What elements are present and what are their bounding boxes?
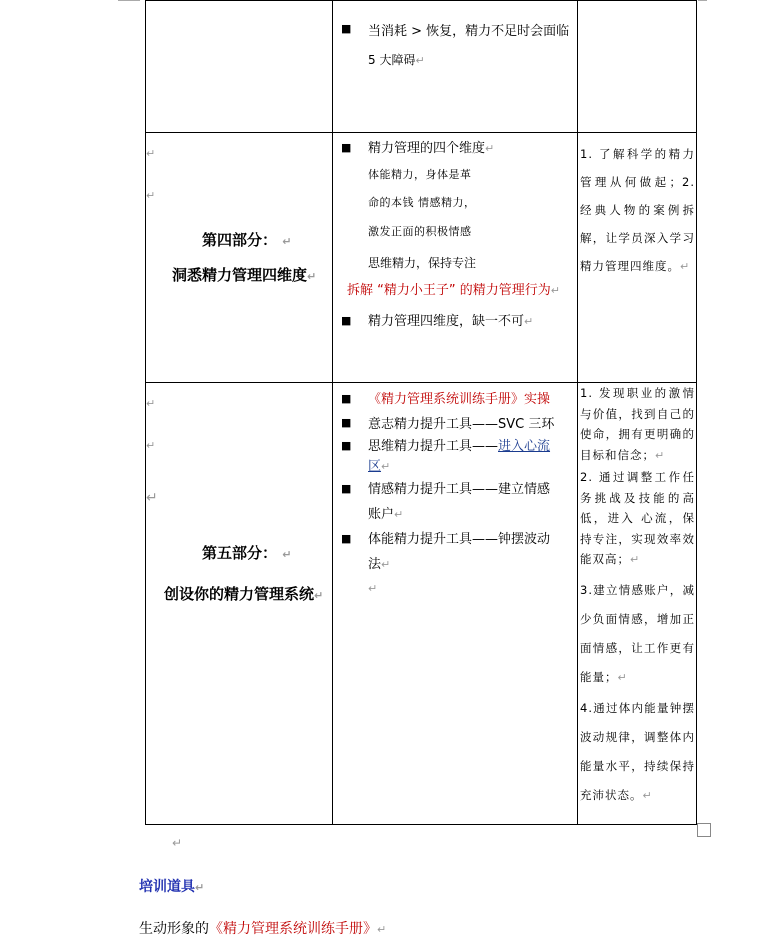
paragraph-mark: ↵ — [146, 439, 156, 452]
section-subtitle: 创设你的精力管理系统↵ — [164, 585, 324, 603]
bullet-text: 情感精力提升工具——建立情感 — [368, 482, 551, 497]
paragraph-mark: ↵ — [146, 189, 156, 202]
bullet-text: 当消耗 > 恢复，精力不足时会面临 — [368, 24, 570, 39]
dimension-text: 激发正面的积极情感 — [368, 225, 472, 238]
table-cell — [146, 383, 333, 825]
learning-outcome-4: 4.通过体内能量钟摆波动规律，调整体内能量水平，持续保持充沛状态。↵ — [580, 701, 695, 802]
table-cell — [578, 1, 697, 133]
table-cell — [146, 1, 333, 133]
dimension-text: 体能精力，身体是革 — [368, 168, 472, 181]
flow-zone-link[interactable]: 进入心流 — [498, 439, 551, 454]
bullet-text: 精力管理四维度，缺一不可↵ — [368, 314, 534, 329]
bullet-text-continued: 区↵ — [368, 459, 391, 474]
section-subtitle: 洞悉精力管理四维度↵ — [172, 266, 317, 284]
bullet-text-continued: 账户↵ — [368, 507, 404, 522]
table-cell — [578, 383, 697, 825]
bullet-text: 《精力管理系统训练手册》实操 — [368, 392, 551, 407]
learning-outcome-3: 3.建立情感账户，减少负面情感，增加正面情感，让工作更有能量；↵ — [580, 583, 695, 684]
course-outline-table — [145, 0, 697, 825]
bullet-text: 思维精力提升工具——进入心流 — [368, 439, 551, 454]
bullet-text-continued: 法↵ — [368, 557, 391, 572]
dimension-text: 思维精力，保持专注 — [368, 256, 477, 270]
section-title: 第四部分： ↵ — [202, 231, 292, 249]
paragraph-mark: ↵ — [368, 582, 378, 595]
dimension-text: 命的本钱 情感精力， — [368, 196, 476, 209]
bullet-marker: ■ — [341, 22, 352, 35]
bullet-text: 意志精力提升工具——SVC 三环 — [368, 417, 555, 432]
learning-outcomes: 1. 了解科学的精力管理从何做起；2. 经典人物的案例拆解，让学员深入学习精力管理四维度。↵ — [580, 147, 695, 273]
table-cell — [333, 383, 578, 825]
bullet-marker: ■ — [341, 482, 352, 495]
training-materials-heading: 培训道具↵ — [139, 879, 205, 895]
page-corner-mark-right — [698, 0, 707, 1]
learning-outcome-2: 2. 通过调整工作任务挑战及技能的高低，进入 心流，保持专注，实现效率效能双高；↵ — [580, 470, 695, 566]
learning-outcome-1: 1. 发现职业的激情与价值，找到自己的使命，拥有更明确的目标和信念；↵ — [580, 386, 695, 462]
case-study-text: 拆解 “精力小王子” 的精力管理行为↵ — [347, 283, 560, 298]
bullet-text-continued: 5 大障碍↵ — [368, 53, 425, 67]
table-cell — [333, 133, 578, 383]
paragraph-mark: ↵ — [146, 490, 158, 506]
table-row — [146, 1, 697, 133]
bullet-marker: ■ — [341, 392, 352, 405]
table-cell — [146, 133, 333, 383]
table-row — [146, 383, 697, 825]
table-resize-handle[interactable] — [697, 823, 711, 837]
bullet-marker: ■ — [341, 439, 352, 452]
training-materials-description: 生动形象的《精力管理系统训练手册》↵ — [139, 921, 387, 937]
paragraph-mark: ↵ — [146, 147, 156, 160]
page-corner-mark-left — [118, 0, 140, 1]
table-cell — [333, 1, 578, 133]
bullet-text: 体能精力提升工具——钟摆波动 — [368, 532, 551, 547]
bullet-marker: ■ — [341, 532, 352, 545]
section-title: 第五部分： ↵ — [202, 544, 292, 562]
bullet-text: 精力管理的四个维度↵ — [368, 141, 495, 156]
bullet-marker: ■ — [341, 141, 352, 154]
bullet-marker: ■ — [341, 314, 352, 327]
table-row — [146, 133, 697, 383]
bullet-marker: ■ — [341, 416, 352, 429]
table-cell — [578, 133, 697, 383]
paragraph-mark: ↵ — [146, 397, 156, 410]
paragraph-mark: ↵ — [172, 836, 183, 850]
